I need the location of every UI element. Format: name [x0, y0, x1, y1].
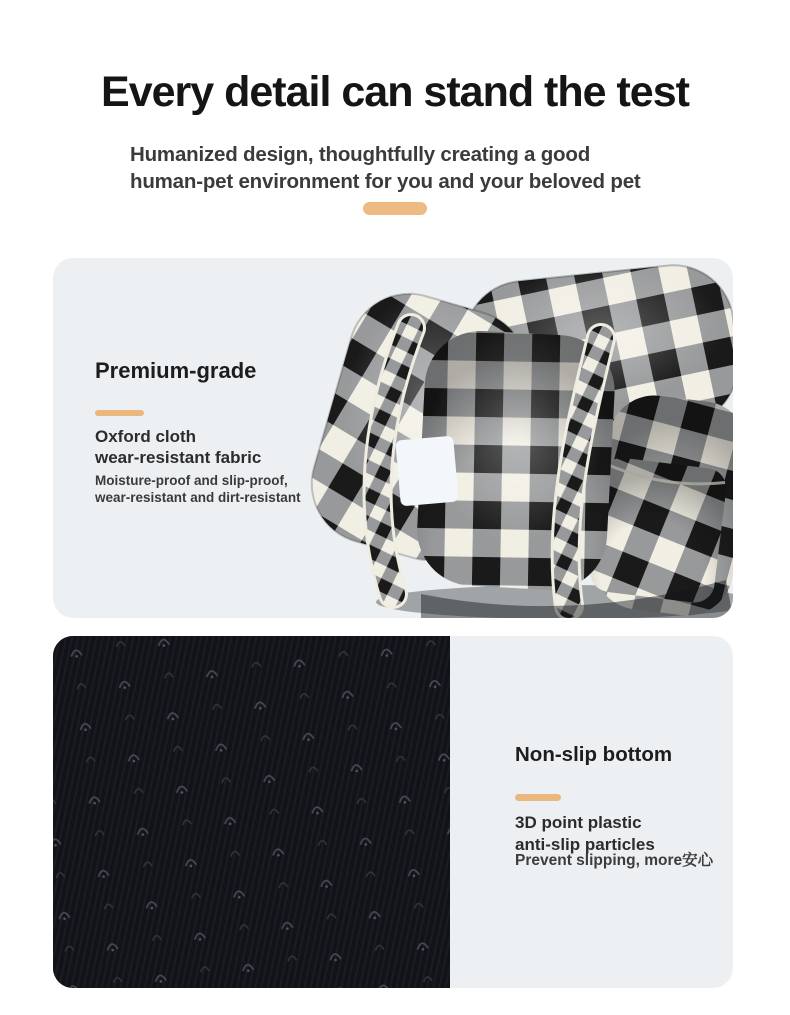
nonslip-divider — [515, 794, 561, 801]
page-subtitle-line1: Humanized design, thoughtfully creating a good — [130, 143, 591, 166]
checkered-carrier-bag-image — [271, 258, 733, 618]
premium-subtitle-line1: Oxford cloth — [95, 427, 197, 446]
premium-subtitle-line2: wear-resistant fabric — [95, 448, 262, 467]
nonslip-subtitle-line1: 3D point plastic — [515, 813, 642, 832]
premium-grade-card — [53, 258, 733, 618]
premium-divider — [95, 410, 144, 416]
accent-divider-pill — [363, 202, 427, 215]
premium-description-line2: wear-resistant and dirt-resistant — [95, 490, 301, 505]
non-slip-fabric-image — [53, 636, 450, 988]
page-subtitle-line2: human-pet environment for you and your beloved pet — [130, 170, 641, 193]
nonslip-title: Non-slip bottom — [515, 743, 673, 766]
nonslip-subtitle-line2: anti-slip particles — [515, 834, 655, 854]
page-title: Every detail can stand the test — [101, 68, 689, 116]
nonslip-description-line1: Prevent slipping, more安心 — [515, 852, 714, 869]
non-slip-bottom-card — [53, 636, 733, 988]
bag-blank-label — [395, 436, 459, 507]
premium-subtitle — [95, 426, 261, 468]
page-subtitle — [130, 141, 641, 195]
premium-title: Premium-grade — [95, 358, 257, 383]
premium-description-line1: Moisture-proof and slip-proof, — [95, 473, 288, 488]
nonslip-subtitle — [515, 812, 655, 855]
premium-description — [95, 472, 301, 506]
nonslip-description — [515, 851, 713, 870]
